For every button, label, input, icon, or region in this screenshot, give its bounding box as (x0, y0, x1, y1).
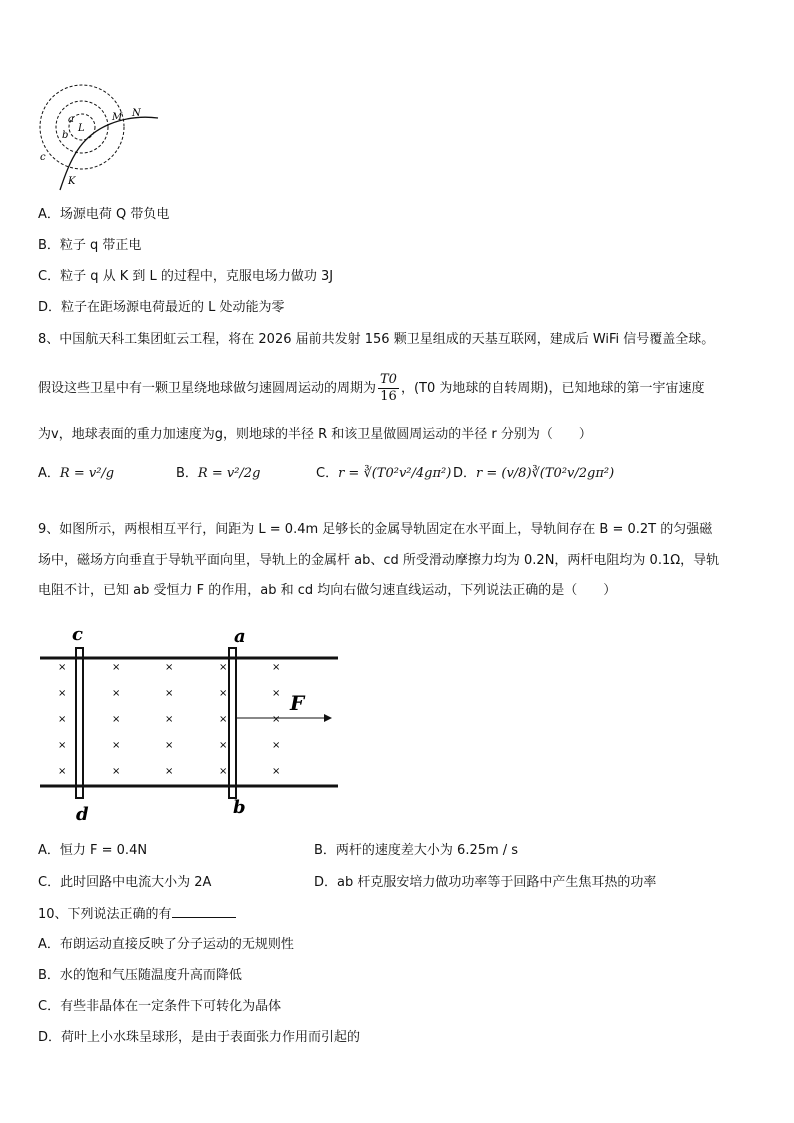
label-K: K (68, 176, 76, 187)
field-cross: × (112, 740, 121, 751)
field-cross: × (165, 688, 174, 699)
q8-option-c-formula: r = ∛(T0²v²/4gπ²) (338, 466, 452, 481)
q10-stem-text: 10、下列说法正确的有 (38, 907, 172, 922)
magnetic-field-crosses (58, 662, 280, 777)
field-cross: × (112, 662, 121, 673)
q10-option-c: C．有些非晶体在一定条件下可转化为晶体 (38, 999, 282, 1014)
field-cross: × (58, 714, 67, 725)
q8-option-d-formula: r = (v/8)∛(T0²v/2gπ²) (476, 466, 615, 481)
fraction-denominator: 16 (380, 389, 397, 404)
field-cross: × (165, 766, 174, 777)
field-cross: × (219, 688, 228, 699)
label-a: a (234, 626, 246, 647)
force-arrow-head (324, 714, 332, 722)
q7-option-a: A．场源电荷 Q 带负电 (38, 207, 170, 222)
label-d: d (76, 804, 89, 825)
q8-stem-line2-b: ，(T0 为地球的自转周期)，已知地球的第一宇宙速度 (400, 381, 705, 396)
q9-option-d: D．ab 杆克服安培力做功功率等于回路中产生焦耳热的功率 (314, 875, 657, 890)
field-cross: × (272, 688, 281, 699)
label-L: L (78, 123, 85, 134)
q8-option-b-label: B． (176, 466, 198, 481)
q8-option-d-label: D． (453, 466, 477, 481)
q8-stem-line2-a: 假设这些卫星中有一颗卫星绕地球做匀速圆周运动的周期为 (38, 381, 377, 396)
field-cross: × (272, 740, 281, 751)
q7-option-b: B．粒子 q 带正电 (38, 238, 142, 253)
q9-option-c: C．此时回路中电流大小为 2A (38, 875, 212, 890)
q8-option-a (38, 465, 114, 483)
q8-option-c-label: C． (316, 466, 339, 481)
q8-option-a-formula: R = v²/g (59, 466, 115, 481)
field-cross: × (219, 714, 228, 725)
q8-option-a-label: A． (38, 466, 60, 481)
q8-option-b-formula: R = v²/2g (197, 466, 261, 481)
q7-option-c: C．粒子 q 从 K 到 L 的过程中，克服电场力做功 3J (38, 269, 334, 284)
field-figure (30, 82, 170, 192)
rails-figure (30, 620, 350, 825)
label-b: b (233, 797, 246, 818)
q10-stem (38, 905, 236, 924)
label-c: c (72, 624, 83, 645)
field-cross: × (58, 688, 67, 699)
q9-stem-line3: 电阻不计，已知 ab 受恒力 F 的作用，ab 和 cd 均向右做匀速直线运动，下列说法正确的是（ ） (38, 583, 617, 598)
field-cross: × (58, 766, 67, 777)
fraction-numerator: T0 (380, 372, 397, 387)
label-F: F (290, 691, 305, 715)
q7-option-d: D．粒子在距场源电荷最近的 L 处动能为零 (38, 300, 285, 315)
field-cross: × (58, 662, 67, 673)
label-b: b (62, 130, 69, 141)
field-cross: × (219, 662, 228, 673)
q8-stem-line3: 为v，地球表面的重力加速度为g，则地球的半径 R 和该卫星做圆周运动的半径 r 分别为（ ） (38, 427, 592, 442)
q8-option-c (316, 465, 451, 483)
q9-option-a: A．恒力 F = 0.4N (38, 843, 148, 858)
field-cross: × (165, 714, 174, 725)
field-cross: × (272, 662, 281, 673)
answer-blank (172, 905, 236, 918)
q8-option-d (453, 465, 614, 483)
rod-cd (76, 648, 83, 798)
label-M: M (112, 112, 123, 123)
q10-option-a: A．布朗运动直接反映了分子运动的无规则性 (38, 937, 294, 952)
label-c: c (40, 152, 46, 163)
rod-ab (229, 648, 236, 798)
q8-stem-line2 (38, 372, 704, 406)
field-cross: × (219, 766, 228, 777)
label-N: N (132, 108, 141, 119)
field-cross: × (112, 766, 121, 777)
q9-option-b: B．两杆的速度差大小为 6.25m / s (314, 843, 519, 858)
q8-stem-line1: 8、中国航天科工集团虹云工程，将在 2026 届前共发射 156 颗卫星组成的天基互联网，建成后 WiFi 信号覆盖全球。 (38, 332, 715, 347)
q8-option-b (176, 465, 260, 483)
label-a: a (68, 114, 74, 125)
field-cross: × (112, 714, 121, 725)
field-cross: × (219, 740, 228, 751)
field-cross: × (165, 740, 174, 751)
field-cross: × (272, 766, 281, 777)
field-cross: × (58, 740, 67, 751)
q9-stem-line1: 9、如图所示，两根相互平行，间距为 L = 0.4m 足够长的金属导轨固定在水平面上，导轨间存在 B = 0.2T 的匀强磁 (38, 522, 713, 537)
period-fraction (378, 372, 399, 405)
q9-stem-line2: 场中，磁场方向垂直于导轨平面向里，导轨上的金属杆 ab、cd 所受滑动摩擦力均为 0.2N，两杆电阻均为 0.1Ω，导轨 (38, 553, 720, 568)
field-cross: × (165, 662, 174, 673)
q10-option-d: D．荷叶上小水珠呈球形，是由于表面张力作用而引起的 (38, 1030, 361, 1045)
field-cross: × (272, 714, 281, 725)
field-cross: × (112, 688, 121, 699)
q10-option-b: B．水的饱和气压随温度升高而降低 (38, 968, 242, 983)
